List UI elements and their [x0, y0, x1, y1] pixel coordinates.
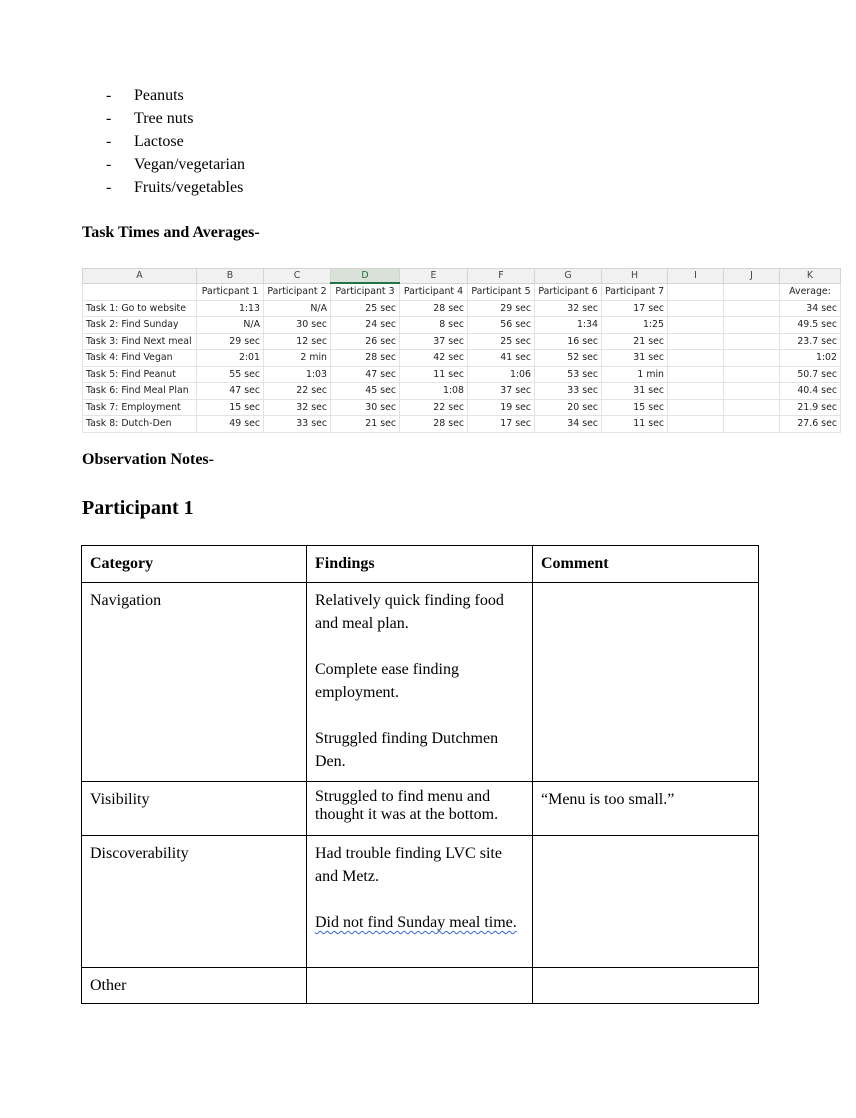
table-row	[83, 300, 841, 317]
table-row	[83, 333, 841, 350]
sheet-cell[interactable]: 19 sec	[468, 399, 535, 416]
sheet-cell[interactable]	[724, 383, 780, 400]
sheet-cell[interactable]: 1:08	[400, 383, 468, 400]
sheet-cell[interactable]	[724, 366, 780, 383]
table-row	[82, 583, 759, 782]
sheet-cell[interactable]: 40.4 sec	[780, 383, 841, 400]
sheet-cell[interactable]	[724, 416, 780, 433]
comment-cell	[533, 836, 759, 968]
category-cell: Other	[82, 968, 307, 1004]
findings-cell: Struggled to find menu and thought it was at the bottom.	[307, 782, 533, 836]
table-row	[83, 383, 841, 400]
sheet-cell[interactable]: 28 sec	[400, 416, 468, 433]
sheet-cell[interactable]: 1:06	[468, 366, 535, 383]
sheet-cell[interactable]: 1:03	[264, 366, 331, 383]
task-label-cell[interactable]: Task 5: Find Peanut	[83, 366, 197, 383]
table-row	[83, 350, 841, 367]
sheet-header-cell[interactable]	[724, 283, 780, 300]
sheet-column-letter[interactable]: E	[400, 269, 468, 284]
sheet-column-letter[interactable]: I	[668, 269, 724, 284]
sheet-cell[interactable]: 30 sec	[264, 317, 331, 334]
header-comment: Comment	[533, 546, 759, 583]
sheet-cell[interactable]: 15 sec	[197, 399, 264, 416]
sheet-cell[interactable]: 31 sec	[602, 383, 668, 400]
sheet-column-letter[interactable]: D	[331, 269, 400, 284]
task-label-cell[interactable]: Task 3: Find Next meal	[83, 333, 197, 350]
sheet-cell[interactable]: 1:34	[535, 317, 602, 334]
table-row	[83, 416, 841, 433]
task-label-cell[interactable]: Task 1: Go to website	[83, 300, 197, 317]
comment-cell	[533, 583, 759, 782]
sheet-cell[interactable]: 1:02	[780, 350, 841, 367]
comment-cell: “Menu is too small.”	[533, 782, 759, 836]
sheet-cell[interactable]	[724, 317, 780, 334]
sheet-cell[interactable]: 49.5 sec	[780, 317, 841, 334]
table-row	[83, 366, 841, 383]
sheet-cell[interactable]: 27.6 sec	[780, 416, 841, 433]
sheet-header-cell[interactable]: Participant 7	[602, 283, 668, 300]
sheet-cell[interactable]: 49 sec	[197, 416, 264, 433]
sheet-cell[interactable]: 24 sec	[331, 317, 400, 334]
sheet-header-cell[interactable]: Participant 2	[264, 283, 331, 300]
sheet-cell[interactable]: N/A	[197, 317, 264, 334]
sheet-header-cell[interactable]	[83, 283, 197, 300]
table-row	[83, 317, 841, 334]
sheet-header-row	[83, 283, 841, 300]
sheet-cell[interactable]: 21 sec	[331, 416, 400, 433]
sheet-cell[interactable]	[668, 350, 724, 367]
sheet-cell[interactable]: 37 sec	[400, 333, 468, 350]
sheet-cell[interactable]: 34 sec	[780, 300, 841, 317]
header-category: Category	[82, 546, 307, 583]
sheet-cell[interactable]: 22 sec	[264, 383, 331, 400]
sheet-header-cell[interactable]: Participant 5	[468, 283, 535, 300]
task-label-cell[interactable]: Task 6: Find Meal Plan	[83, 383, 197, 400]
sheet-column-letter[interactable]: G	[535, 269, 602, 284]
sheet-cell[interactable]: 25 sec	[331, 300, 400, 317]
sheet-header-cell[interactable]: Average:	[780, 283, 841, 300]
header-findings: Findings	[307, 546, 533, 583]
sheet-cell[interactable]: 33 sec	[264, 416, 331, 433]
category-cell: Discoverability	[82, 836, 307, 968]
sheet-cell[interactable]	[668, 366, 724, 383]
sheet-cell[interactable]: 1:13	[197, 300, 264, 317]
sheet-cell[interactable]: 8 sec	[400, 317, 468, 334]
sheet-header-cell[interactable]: Participant 4	[400, 283, 468, 300]
table-row	[82, 836, 759, 968]
findings-cell	[307, 968, 533, 1004]
sheet-header-cell[interactable]: Participant 6	[535, 283, 602, 300]
sheet-cell[interactable]: 11 sec	[400, 366, 468, 383]
task-times-heading: Task Times and Averages-	[82, 224, 260, 241]
sheet-cell[interactable]: N/A	[264, 300, 331, 317]
sheet-cell[interactable]: 32 sec	[264, 399, 331, 416]
sheet-column-letter[interactable]: B	[197, 269, 264, 284]
sheet-cell[interactable]: 34 sec	[535, 416, 602, 433]
table-row	[83, 399, 841, 416]
sheet-header-cell[interactable]: Particpant 1	[197, 283, 264, 300]
sheet-cell[interactable]	[724, 300, 780, 317]
sheet-cell[interactable]	[668, 317, 724, 334]
sheet-cell[interactable]: 42 sec	[400, 350, 468, 367]
task-label-cell[interactable]: Task 7: Employment	[83, 399, 197, 416]
list-item: - Peanuts	[106, 87, 184, 104]
task-label-cell[interactable]: Task 8: Dutch-Den	[83, 416, 197, 433]
sheet-column-letter[interactable]: J	[724, 269, 780, 284]
sheet-column-letter[interactable]: A	[83, 269, 197, 284]
sheet-cell[interactable]: 53 sec	[535, 366, 602, 383]
sheet-cell[interactable]	[724, 333, 780, 350]
sheet-cell[interactable]: 26 sec	[331, 333, 400, 350]
sheet-cell[interactable]	[724, 399, 780, 416]
sheet-cell[interactable]: 31 sec	[602, 350, 668, 367]
sheet-cell[interactable]: 56 sec	[468, 317, 535, 334]
list-item: - Vegan/vegetarian	[106, 156, 246, 173]
sheet-cell[interactable]: 2 min	[264, 350, 331, 367]
participant-heading: Participant 1	[82, 497, 194, 519]
sheet-cell[interactable]	[668, 300, 724, 317]
sheet-cell[interactable]: 17 sec	[602, 300, 668, 317]
sheet-cell[interactable]: 2:01	[197, 350, 264, 367]
sheet-cell[interactable]: 28 sec	[400, 300, 468, 317]
sheet-cell[interactable]: 17 sec	[468, 416, 535, 433]
sheet-column-letter[interactable]: H	[602, 269, 668, 284]
observation-notes-heading: Observation Notes-	[82, 451, 214, 468]
sheet-cell[interactable]: 33 sec	[535, 383, 602, 400]
sheet-cell[interactable]: 16 sec	[535, 333, 602, 350]
sheet-cell[interactable]: 47 sec	[331, 366, 400, 383]
findings-cell: Relatively quick finding food and meal plan. Complete ease finding employment. Struggled finding Dutchmen Den.	[307, 583, 533, 782]
task-label-cell[interactable]: Task 2: Find Sunday	[83, 317, 197, 334]
sheet-cell[interactable]: 20 sec	[535, 399, 602, 416]
sheet-cell[interactable]: 47 sec	[197, 383, 264, 400]
sheet-cell[interactable]	[668, 383, 724, 400]
table-row	[82, 782, 759, 836]
sheet-cell[interactable]: 30 sec	[331, 399, 400, 416]
sheet-cell[interactable]	[668, 399, 724, 416]
sheet-column-header-row	[83, 269, 841, 284]
sheet-cell[interactable]	[724, 350, 780, 367]
sheet-column-letter[interactable]: F	[468, 269, 535, 284]
sheet-cell[interactable]: 45 sec	[331, 383, 400, 400]
task-times-spreadsheet	[82, 268, 841, 433]
sheet-cell[interactable]: 21 sec	[602, 333, 668, 350]
sheet-header-cell[interactable]: Participant 3	[331, 283, 400, 300]
sheet-cell[interactable]: 41 sec	[468, 350, 535, 367]
sheet-cell[interactable]: 1:25	[602, 317, 668, 334]
sheet-cell[interactable]: 25 sec	[468, 333, 535, 350]
sheet-header-cell[interactable]	[668, 283, 724, 300]
list-item: - Tree nuts	[106, 110, 194, 127]
sheet-cell[interactable]: 1 min	[602, 366, 668, 383]
sheet-cell[interactable]: 50.7 sec	[780, 366, 841, 383]
sheet-cell[interactable]: 21.9 sec	[780, 399, 841, 416]
observation-table-header	[82, 546, 759, 583]
sheet-cell[interactable]: 23.7 sec	[780, 333, 841, 350]
list-item: - Fruits/vegetables	[106, 179, 244, 196]
sheet-cell[interactable]: 11 sec	[602, 416, 668, 433]
category-cell: Visibility	[82, 782, 307, 836]
sheet-cell[interactable]: 28 sec	[331, 350, 400, 367]
category-cell: Navigation	[82, 583, 307, 782]
table-row	[82, 968, 759, 1004]
findings-cell: Had trouble finding LVC site and Metz. Did not find Sunday meal time.	[307, 836, 533, 968]
sheet-cell[interactable]: 12 sec	[264, 333, 331, 350]
sheet-column-letter[interactable]: K	[780, 269, 841, 284]
sheet-cell[interactable]: 29 sec	[197, 333, 264, 350]
sheet-column-letter[interactable]: C	[264, 269, 331, 284]
comment-cell	[533, 968, 759, 1004]
sheet-cell[interactable]	[668, 416, 724, 433]
sheet-cell[interactable]	[668, 333, 724, 350]
observation-table	[81, 545, 759, 1004]
sheet-cell[interactable]: 29 sec	[468, 300, 535, 317]
bullet-list	[106, 84, 245, 199]
sheet-cell[interactable]: 22 sec	[400, 399, 468, 416]
sheet-cell[interactable]: 52 sec	[535, 350, 602, 367]
sheet-cell[interactable]: 55 sec	[197, 366, 264, 383]
list-item: - Lactose	[106, 133, 184, 150]
task-label-cell[interactable]: Task 4: Find Vegan	[83, 350, 197, 367]
sheet-cell[interactable]: 15 sec	[602, 399, 668, 416]
sheet-cell[interactable]: 32 sec	[535, 300, 602, 317]
sheet-cell[interactable]: 37 sec	[468, 383, 535, 400]
